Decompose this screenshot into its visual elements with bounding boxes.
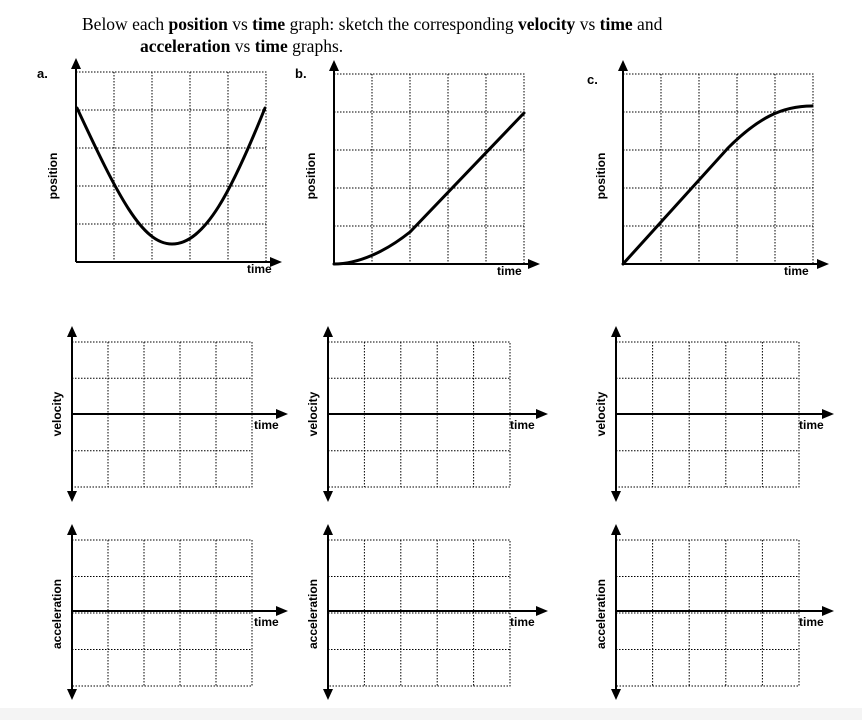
axis-arrow-right: [536, 606, 548, 616]
acceleration-graph-a: [50, 524, 288, 700]
y-axis-label: acceleration: [50, 578, 65, 650]
axis-arrow-down: [611, 689, 621, 700]
y-axis-label: position: [594, 152, 609, 200]
axis-arrow-up: [67, 524, 77, 535]
instruction-text: graphs.: [287, 36, 344, 56]
y-axis-label: acceleration: [306, 578, 321, 650]
page-bottom-edge: [0, 708, 862, 720]
instruction-text: time: [254, 36, 288, 56]
grid-border: [334, 74, 524, 264]
axis-arrow-up: [611, 524, 621, 535]
x-axis-label: time: [799, 615, 824, 629]
panel-letter-a: a.: [37, 66, 48, 81]
instruction-text: Below each: [82, 14, 169, 34]
axis-arrow-down: [323, 491, 333, 502]
x-axis-label: time: [247, 262, 272, 276]
instruction-text: time: [599, 14, 633, 34]
instruction-text: time: [252, 14, 286, 34]
position-curve: [623, 106, 812, 264]
axis-arrow-up: [611, 326, 621, 337]
x-axis-label: time: [510, 418, 535, 432]
instruction-text: graph: sketch the corresponding: [285, 14, 518, 34]
y-axis-label: position: [46, 152, 61, 200]
instruction-text: vs: [227, 14, 253, 34]
position-graph-a: [46, 58, 282, 276]
x-axis-label: time: [784, 264, 809, 278]
axis-arrow-down: [67, 689, 77, 700]
instruction-text: velocity: [517, 14, 576, 34]
axis-arrow-down: [323, 689, 333, 700]
instruction-text: vs: [575, 14, 600, 34]
x-axis-label: time: [254, 418, 279, 432]
y-axis-label: velocity: [50, 391, 65, 437]
instruction-text: and: [632, 14, 663, 34]
acceleration-graph-c: [594, 524, 834, 700]
axis-arrow-right: [822, 409, 834, 419]
axis-arrow-right: [822, 606, 834, 616]
axis-arrow-up: [618, 60, 628, 71]
axis-arrow-up: [329, 60, 339, 71]
x-axis-label: time: [497, 264, 522, 278]
position-graph-b: [304, 60, 540, 278]
panel-letter-c: c.: [587, 72, 598, 87]
y-axis-label: velocity: [306, 391, 321, 437]
instruction-text: position: [168, 14, 228, 34]
axis-arrow-down: [611, 491, 621, 502]
y-axis-label: acceleration: [594, 578, 609, 650]
position-graph-c: [594, 60, 829, 278]
x-axis-label: time: [254, 615, 279, 629]
axis-arrow-right: [536, 409, 548, 419]
axis-arrow-up: [67, 326, 77, 337]
y-axis-label: position: [304, 152, 319, 200]
axis-arrow-right: [270, 257, 282, 267]
axis-arrow-up: [323, 326, 333, 337]
panel-letter-b: b.: [295, 66, 307, 81]
acceleration-graph-b: [306, 524, 548, 700]
position-curve: [77, 108, 265, 244]
axis-arrow-right: [817, 259, 829, 269]
y-axis-label: velocity: [594, 391, 609, 437]
instruction-text: vs: [230, 36, 255, 56]
x-axis-label: time: [510, 615, 535, 629]
axis-arrow-up: [71, 58, 81, 69]
x-axis-label: time: [799, 418, 824, 432]
axis-arrow-up: [323, 524, 333, 535]
instruction-text: acceleration: [140, 36, 231, 56]
axis-arrow-down: [67, 491, 77, 502]
axis-arrow-right: [528, 259, 540, 269]
velocity-graph-c: [594, 326, 834, 502]
grid-border: [623, 74, 813, 264]
velocity-graph-b: [306, 326, 548, 502]
velocity-graph-a: [50, 326, 288, 502]
